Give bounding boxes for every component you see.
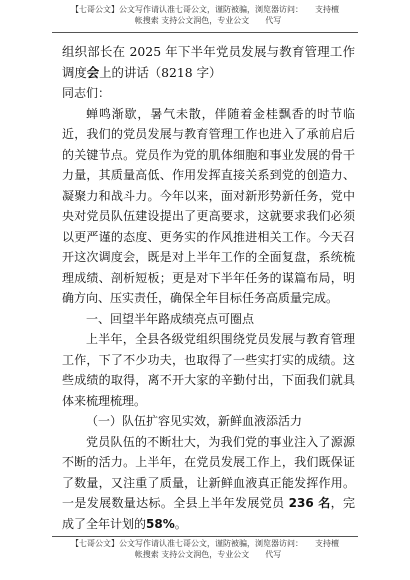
paragraph-3 — [62, 432, 355, 535]
document-body — [62, 42, 355, 534]
paragraph-3-text-b: ，完成了全年计划的 — [62, 496, 355, 531]
intro-paragraph: 蝉鸣渐歇，暑气未散，伴随着金桂飘香的时节临近，我们的党员发展与教育管理工作也进入了承前启后的关键节点。党员作为党的肌体细胞和事业发展的骨干力量，其质量高低、作用发挥直接关系到党的创造力、凝聚力和战斗力。今年以来，面对新形势新任务，党中央对党员队伍建设提出了更高要求，这就要求我们必须以更严谨的态度、更务实的作风推进相关工作。今天召开这次调度会，既是对上半年工作的全面复盘，系统梳理成绩、剖析短板；更是对下半年任务的谋篇布局，明确方向、压实责任，确保全年目标任务高质量完成。 — [62, 106, 355, 305]
title-prefix: 组织部长在 2025 年下半年党员发展与教育管理工作调度 — [62, 44, 355, 80]
salutation: 同志们： — [62, 86, 111, 100]
title-bold-char: 会 — [86, 64, 100, 80]
document-title — [62, 42, 355, 83]
header-line-2: 帐搜索 支持公文润色，专业公文 代写 — [134, 16, 282, 25]
subsection-heading-1: （一）队伍扩容见实效，新鲜血液添活力 — [86, 414, 303, 428]
page-header — [0, 4, 410, 26]
section-heading-1: 一、回望半年路成绩亮点可圈点 — [86, 311, 255, 326]
header-rule — [52, 32, 358, 33]
paragraph-2: 上半年，全县各级党组织围绕党员发展与教育管理工作，下了不少功夫，也取得了一些实打实的成绩。这些成绩的取得，离不开大家的辛勤付出，下面我们就具体来梳理梳理。 — [62, 332, 355, 408]
header-line-1: 【七哥公文】公文写作请认准七哥公文，谨防被骗，浏览器访问： 支持檀 — [71, 5, 339, 14]
footer-line-2: 帐搜索 支持公文润色，专业公文 代写 — [134, 550, 282, 559]
footer-line-1: 【七哥公文】公文写作请认准七哥公文，谨防被骗，浏览器访问： 支持檀 — [71, 539, 339, 548]
paragraph-3-text-a: 党员队伍的不断壮大，为我们党的事业注入了源源不断的活力。上半年，在党员发展工作上，我们既保证了数量，又注重了质量，让新鲜血液真正能发挥作用。一是发展数量达标。全县上半年发展党员 — [62, 434, 355, 510]
footer-rule — [52, 536, 358, 537]
members-developed-count: 236 名 — [288, 496, 331, 510]
plan-completion-percent: 58% — [146, 516, 175, 531]
title-suffix: 上的讲话（8218 字） — [99, 64, 222, 80]
page-footer — [0, 538, 410, 560]
paragraph-3-text-c: 。 — [174, 516, 187, 531]
